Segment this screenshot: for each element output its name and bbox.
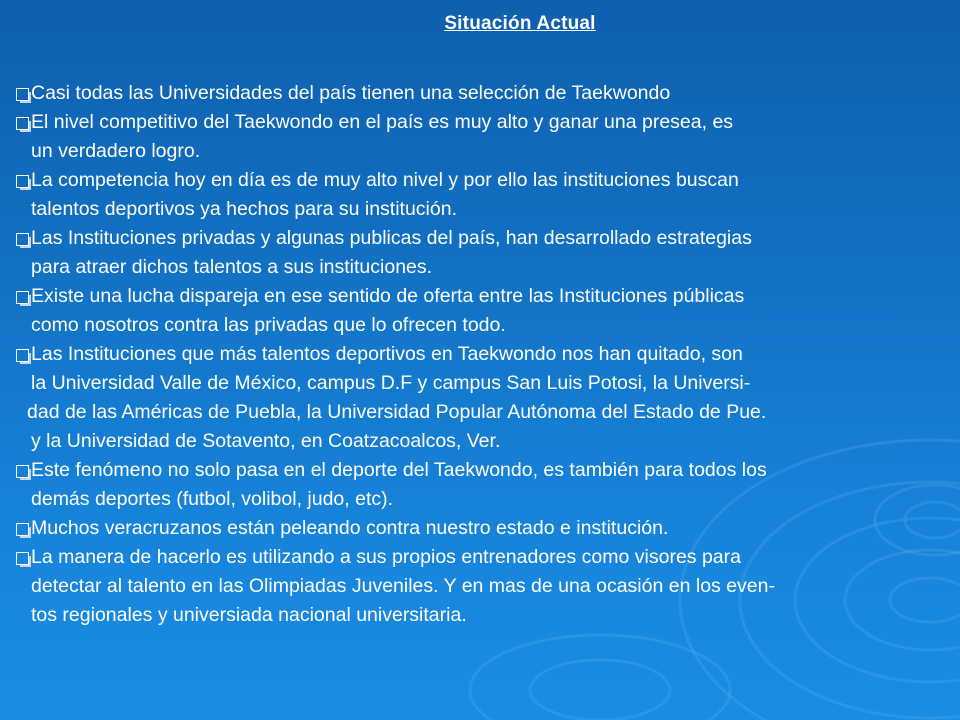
bullet-text-continuation: para atraer dichos talentos a sus instituciones. <box>31 256 433 278</box>
bullet-text-continuation: y la Universidad de Sotavento, en Coatzacoalcos, Ver. <box>31 430 501 452</box>
hollow-square-bullet-icon <box>16 175 29 188</box>
hollow-square-bullet-icon <box>16 552 29 565</box>
bullet-list <box>14 79 954 630</box>
bullet-text-continuation: tos regionales y universiada nacional universitaria. <box>31 604 467 626</box>
bullet-text: La competencia hoy en día es de muy alto nivel y por ello las instituciones buscan <box>31 169 739 191</box>
bullet-item <box>14 514 954 543</box>
hollow-square-bullet-icon <box>16 291 29 304</box>
bullet-text: Existe una lucha dispareja en ese sentido de oferta entre las Instituciones públicas <box>31 285 745 307</box>
bullet-text: Las Instituciones privadas y algunas publicas del país, han desarrollado estrategias <box>31 227 752 249</box>
bullet-item <box>14 282 954 340</box>
bullet-item <box>14 79 954 108</box>
bullet-text-continuation: como nosotros contra las privadas que lo ofrecen todo. <box>31 314 506 336</box>
bullet-text: Muchos veracruzanos están peleando contra nuestro estado e institución. <box>31 517 669 539</box>
bullet-text-continuation: demás deportes (futbol, volibol, judo, etc). <box>31 488 394 510</box>
bullet-text-continuation: un verdadero logro. <box>31 140 201 162</box>
hollow-square-bullet-icon <box>16 233 29 246</box>
bullet-item <box>14 108 954 166</box>
bullet-item <box>14 224 954 282</box>
bullet-text-continuation: dad de las Américas de Puebla, la Universidad Popular Autónoma del Estado de Pue. <box>27 401 767 423</box>
bullet-item <box>14 340 954 456</box>
bullet-text: Casi todas las Universidades del país tienen una selección de Taekwondo <box>31 82 671 104</box>
hollow-square-bullet-icon <box>16 117 29 130</box>
hollow-square-bullet-icon <box>16 349 29 362</box>
bullet-item <box>14 543 954 630</box>
bullet-text: La manera de hacerlo es utilizando a sus propios entrenadores como visores para <box>31 546 741 568</box>
bullet-text-continuation: la Universidad Valle de México, campus D.F y campus San Luis Potosi, la Universi- <box>31 372 751 394</box>
slide-title: Situación Actual <box>444 13 596 34</box>
bullet-item <box>14 456 954 514</box>
bullet-text-continuation: detectar al talento en las Olimpiadas Juveniles. Y en mas de una ocasión en los even- <box>31 575 775 597</box>
bullet-item <box>14 166 954 224</box>
hollow-square-bullet-icon <box>16 523 29 536</box>
bullet-text: Este fenómeno no solo pasa en el deporte del Taekwondo, es también para todos los <box>31 459 767 481</box>
hollow-square-bullet-icon <box>16 465 29 478</box>
bullet-text-continuation: talentos deportivos ya hechos para su institución. <box>31 198 458 220</box>
hollow-square-bullet-icon <box>16 88 29 101</box>
bullet-text: Las Instituciones que más talentos deportivos en Taekwondo nos han quitado, son <box>31 343 743 365</box>
bullet-text: El nivel competitivo del Taekwondo en el país es muy alto y ganar una presea, es <box>31 111 734 133</box>
